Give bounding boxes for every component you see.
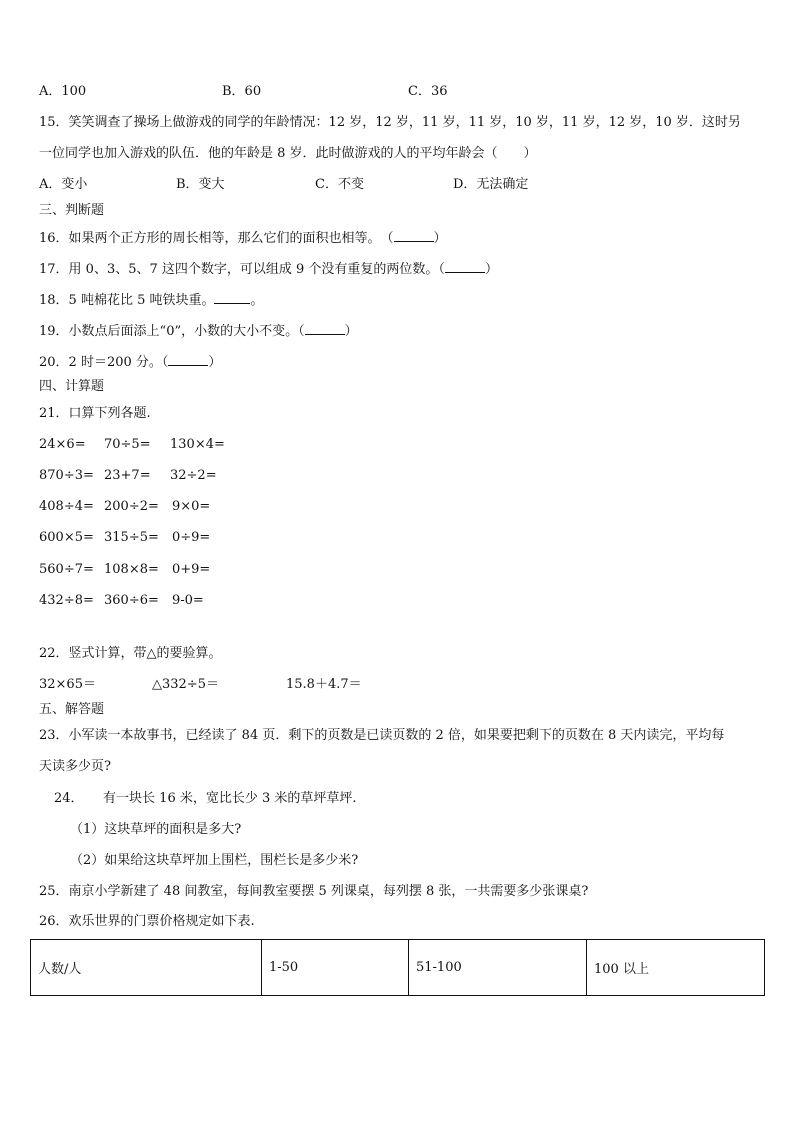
table-cell: 1-50 <box>262 940 409 996</box>
q16-end: ） <box>433 231 447 246</box>
q15-option-d: D．无法确定 <box>453 177 529 192</box>
q22-item: 32×65＝ <box>39 677 96 692</box>
q21-item: 560÷7= <box>39 562 94 577</box>
q21-item: 315÷5= <box>104 530 159 545</box>
q21-item: 70÷5= <box>104 437 151 452</box>
q21-item: 600×5= <box>39 530 94 545</box>
q14-option-b: B．60 <box>222 84 262 99</box>
q21-item: 108×8= <box>104 562 159 577</box>
q21-item: 0+9= <box>172 562 211 577</box>
q15-line-2: 一位同学也加入游戏的队伍．他的年龄是 8 岁．此时做游戏的人的平均年龄会（ ） <box>39 146 537 161</box>
table-row <box>31 940 765 996</box>
q15-option-b: B．变大 <box>176 177 225 192</box>
q19-end: ） <box>344 324 358 339</box>
q21-item: 9-0= <box>172 593 204 608</box>
q17-end: ） <box>484 262 498 277</box>
q21-item: 23+7= <box>104 468 151 483</box>
q21-item: 200÷2= <box>104 499 159 514</box>
q16-answer-blank[interactable] <box>394 229 434 242</box>
q21-item: 360÷6= <box>104 593 159 608</box>
q21-item: 408÷4= <box>39 499 94 514</box>
q19-text: 19．小数点后面添上“0”，小数的大小不变。（ <box>39 324 305 339</box>
section-heading-word-problems: 五、解答题 <box>39 702 105 717</box>
table-cell: 51-100 <box>409 940 587 996</box>
q18 <box>39 291 264 309</box>
q21-item: 432÷8= <box>39 593 94 608</box>
q20-end: ） <box>208 355 222 370</box>
q17-text: 17．用 0、3、5、7 这四个数字，可以组成 9 个没有重复的两位数。（ <box>39 262 445 277</box>
table-cell: 100 以上 <box>587 940 765 996</box>
q14-option-a: A．100 <box>39 84 87 99</box>
q17 <box>39 260 498 278</box>
table-cell: 人数/人 <box>31 940 262 996</box>
q21-item: 0÷9= <box>172 530 211 545</box>
q23-line-2: 天读多少页? <box>39 759 111 774</box>
q21-title: 21．口算下列各题. <box>39 406 151 421</box>
section-heading-calculation: 四、计算题 <box>39 379 105 394</box>
q14-option-c: C．36 <box>408 84 448 99</box>
q26-title: 26．欢乐世界的门票价格规定如下表. <box>39 914 255 929</box>
q19-answer-blank[interactable] <box>305 322 345 335</box>
q21-item: 870÷3= <box>39 468 94 483</box>
q17-answer-blank[interactable] <box>445 260 485 273</box>
q23-line-1: 23．小军读一本故事书，已经读了 84 页．剩下的页数是已读页数的 2 倍，如果要把剩下的页数在 8 天内读完，平均每 <box>39 728 725 743</box>
q19 <box>39 322 358 340</box>
q20-answer-blank[interactable] <box>168 353 208 366</box>
q22-item: 15.8＋4.7＝ <box>286 677 362 692</box>
ticket-price-table <box>30 939 765 996</box>
q15-line-1: 15．笑笑调查了操场上做游戏的同学的年龄情况：12 岁，12 岁，11 岁，11 岁，10 岁，11 岁，12 岁，10 岁．这时另 <box>39 115 741 130</box>
q16-text: 16．如果两个正方形的周长相等，那么它们的面积也相等。 （ <box>39 231 394 246</box>
q18-answer-blank[interactable] <box>214 291 250 304</box>
q15-option-c: C．不变 <box>315 177 364 192</box>
q22-item: △332÷5＝ <box>152 677 219 692</box>
q24-title: 24． 有一块长 16 米，宽比长少 3 米的草坪草坪. <box>54 791 357 806</box>
q20-text: 20．2 时＝200 分。（ <box>39 355 169 370</box>
q18-end: 。 <box>250 293 264 308</box>
q25: 25．南京小学新建了 48 间教室，每间教室要摆 5 列课桌，每列摆 8 张，一共需要多少张课桌? <box>39 884 589 899</box>
q22-title: 22．竖式计算，带△的要验算。 <box>39 646 222 661</box>
q20 <box>39 353 221 371</box>
q18-text: 18．5 吨棉花比 5 吨铁块重。 <box>39 293 215 308</box>
q21-item: 32÷2= <box>170 468 217 483</box>
q21-item: 130×4= <box>170 437 225 452</box>
q16 <box>39 229 447 247</box>
q21-item: 24×6= <box>39 437 86 452</box>
q24-sub-1: （1）这块草坪的面积是多大? <box>70 822 242 837</box>
q21-item: 9×0= <box>172 499 211 514</box>
q15-option-a: A．变小 <box>39 177 88 192</box>
q24-sub-2: （2）如果给这块草坪加上围栏，围栏长是多少米? <box>70 853 359 868</box>
section-heading-judgment: 三、判断题 <box>39 203 105 218</box>
